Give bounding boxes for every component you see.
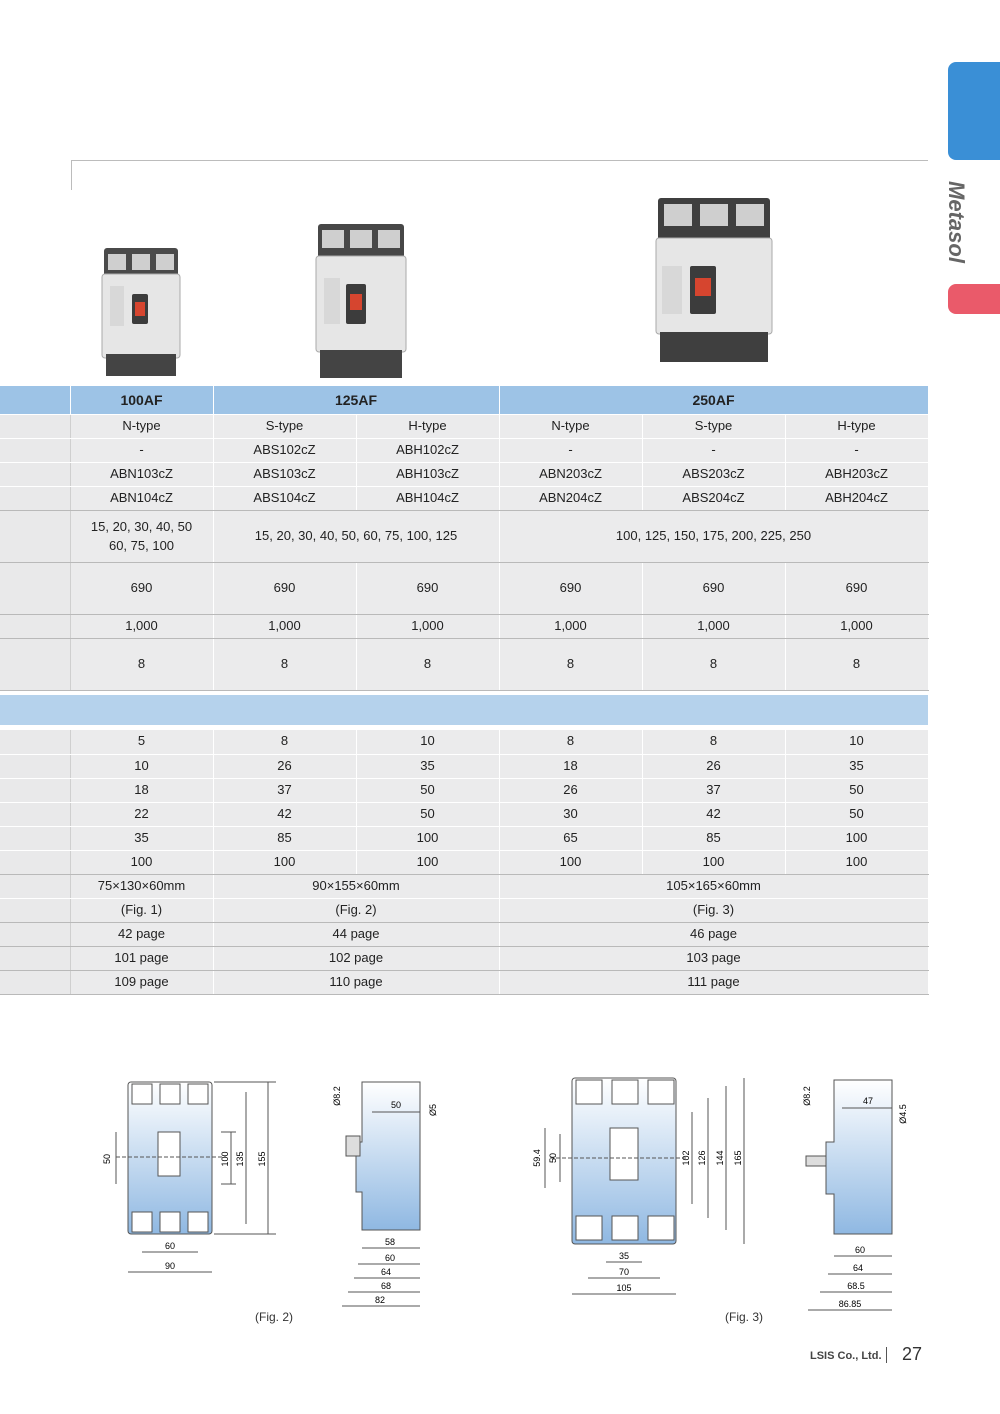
model-row-4p <box>0 487 928 511</box>
table-cell: 1,000 <box>642 615 785 639</box>
dim-label: 60 <box>384 1253 396 1263</box>
rating-line: 60, 75, 100 <box>108 537 175 553</box>
table-cell: S-type <box>213 415 356 439</box>
table-cell: 5 <box>70 730 213 754</box>
side-brand-label: Metasol <box>944 181 969 263</box>
table-cell: 103 page <box>499 946 928 970</box>
table-cell: 42 <box>642 802 785 826</box>
table-header-blank <box>0 386 70 415</box>
table-cell: (Fig. 2) <box>213 898 499 922</box>
dim-label: 70 <box>618 1267 630 1277</box>
table-cell: 8 <box>785 639 928 691</box>
table-cell: 85 <box>642 826 785 850</box>
dim-label: 35 <box>618 1251 630 1261</box>
table-cell: H-type <box>356 415 499 439</box>
dim-label: 144 <box>715 1150 725 1166</box>
breaking-row <box>0 754 928 778</box>
table-cell: 37 <box>642 778 785 802</box>
table-cell: 105×165×60mm <box>499 874 928 898</box>
table-cell: 50 <box>785 802 928 826</box>
dim-label: 47 <box>862 1096 874 1106</box>
dim-label: 60 <box>854 1245 866 1255</box>
table-cell: 690 <box>785 563 928 615</box>
dim-label: 165 <box>733 1150 743 1166</box>
dim-label: Ø4.5 <box>898 1104 908 1124</box>
table-cell: 8 <box>70 639 213 691</box>
fig2-front-drawing <box>96 1072 296 1282</box>
fig3-side-drawing <box>796 1072 926 1318</box>
table-cell: H-type <box>785 415 928 439</box>
table-cell: 90×155×60mm <box>213 874 499 898</box>
breaking-row <box>0 802 928 826</box>
dimension-row <box>0 874 928 898</box>
table-header-row <box>0 386 928 415</box>
dim-label: 155 <box>257 1151 267 1167</box>
dim-label: Ø8.2 <box>802 1086 812 1106</box>
dim-label: 126 <box>697 1150 707 1166</box>
dim-label: Ø8.2 <box>332 1086 342 1106</box>
table-cell: 690 <box>499 563 642 615</box>
table-cell: 26 <box>642 754 785 778</box>
table-cell: (Fig. 3) <box>499 898 928 922</box>
page-number: 27 <box>902 1344 923 1364</box>
table-cell: 100 <box>213 850 356 874</box>
table-cell: 18 <box>499 754 642 778</box>
table-cell: 26 <box>213 754 356 778</box>
table-cell: ABH203cZ <box>785 463 928 487</box>
dim-label: 58 <box>384 1237 396 1247</box>
table-cell: ABS204cZ <box>642 487 785 511</box>
table-cell: 1,000 <box>785 615 928 639</box>
frame-line <box>71 160 72 190</box>
table-cell: 50 <box>785 778 928 802</box>
type-row <box>0 415 928 439</box>
table-cell: S-type <box>642 415 785 439</box>
breaker-photo-100af <box>98 244 184 380</box>
table-cell: 44 page <box>213 922 499 946</box>
table-cell: 100 <box>785 826 928 850</box>
rating-250af: 100, 125, 150, 175, 200, 225, 250 <box>499 511 928 563</box>
table-cell: 109 page <box>70 970 213 994</box>
dim-label: Ø5 <box>428 1103 438 1117</box>
table-cell: ABS102cZ <box>213 439 356 463</box>
table-cell: 50 <box>356 778 499 802</box>
rating-line: 15, 20, 30, 40, 50 <box>90 518 193 534</box>
table-cell: 46 page <box>499 922 928 946</box>
table-cell: 42 <box>213 802 356 826</box>
section-band <box>0 695 928 726</box>
table-cell: ABH102cZ <box>356 439 499 463</box>
table-cell: 8 <box>499 639 642 691</box>
table-cell: 1,000 <box>499 615 642 639</box>
dim-label: 50 <box>390 1100 402 1110</box>
table-cell: 35 <box>70 826 213 850</box>
table-cell: 8 <box>356 639 499 691</box>
table-cell: 35 <box>785 754 928 778</box>
table-cell: 85 <box>213 826 356 850</box>
kv-row <box>0 639 928 691</box>
table-cell: 102 page <box>213 946 499 970</box>
page-ref-row <box>0 946 928 970</box>
frame-line <box>71 160 928 161</box>
dim-label: 59.4 <box>532 1149 542 1167</box>
breaking-row <box>0 778 928 802</box>
table-cell: ABN104cZ <box>70 487 213 511</box>
dim-label: 50 <box>548 1152 558 1164</box>
dim-label: 64 <box>852 1263 864 1273</box>
table-cell: 1,000 <box>356 615 499 639</box>
breaking-row <box>0 850 928 874</box>
dim-label: 64 <box>380 1267 392 1277</box>
dim-label: 60 <box>164 1241 176 1251</box>
fig2-side-drawing <box>328 1072 448 1312</box>
table-cell: N-type <box>499 415 642 439</box>
table-cell: 30 <box>499 802 642 826</box>
footer-company: LSIS Co., Ltd. <box>810 1350 882 1362</box>
footer-divider <box>886 1347 887 1363</box>
fig2-caption: (Fig. 2) <box>255 1310 294 1324</box>
fig-ref-row <box>0 898 928 922</box>
table-cell: 42 page <box>70 922 213 946</box>
table-cell: 100 <box>356 826 499 850</box>
table-cell: 8 <box>213 639 356 691</box>
table-cell: 65 <box>499 826 642 850</box>
table-cell: 100 <box>70 850 213 874</box>
table-cell: 110 page <box>213 970 499 994</box>
table-cell: 100 <box>785 850 928 874</box>
dim-label: 68 <box>380 1281 392 1291</box>
model-row-3p <box>0 463 928 487</box>
dim-label: 86.85 <box>838 1299 862 1309</box>
table-cell: ABN204cZ <box>499 487 642 511</box>
table-cell: 100 <box>642 850 785 874</box>
table-cell: 37 <box>213 778 356 802</box>
table-cell: - <box>70 439 213 463</box>
table-cell: 690 <box>356 563 499 615</box>
table-cell: 26 <box>499 778 642 802</box>
spec-table <box>0 386 929 995</box>
header-125af: 125AF <box>213 386 499 415</box>
breaking-row <box>0 730 928 754</box>
side-tab-accent <box>948 284 1000 314</box>
table-cell: 100 <box>499 850 642 874</box>
table-cell: 8 <box>642 730 785 754</box>
voltage-row <box>0 563 928 615</box>
fig3-front-drawing <box>530 1072 760 1302</box>
table-cell: - <box>785 439 928 463</box>
page-ref-row <box>0 922 928 946</box>
fig3-caption: (Fig. 3) <box>725 1310 764 1324</box>
dim-label: 90 <box>164 1261 176 1271</box>
table-cell: 8 <box>213 730 356 754</box>
table-cell: ABN203cZ <box>499 463 642 487</box>
table-cell: 75×130×60mm <box>70 874 213 898</box>
table-cell: 690 <box>213 563 356 615</box>
dim-label: 82 <box>374 1295 386 1305</box>
dim-label: 68.5 <box>847 1281 865 1291</box>
table-cell: 8 <box>642 639 785 691</box>
table-cell: ABH103cZ <box>356 463 499 487</box>
breaking-row <box>0 826 928 850</box>
table-cell: (Fig. 1) <box>70 898 213 922</box>
table-cell: 8 <box>499 730 642 754</box>
table-cell: 101 page <box>70 946 213 970</box>
breaker-photo-125af <box>310 218 410 382</box>
table-cell: 10 <box>70 754 213 778</box>
rated-current-row <box>0 511 928 563</box>
table-cell: ABN103cZ <box>70 463 213 487</box>
rating-100af <box>70 511 213 563</box>
table-cell: 100 <box>356 850 499 874</box>
table-cell: - <box>642 439 785 463</box>
table-cell: ABS203cZ <box>642 463 785 487</box>
table-cell: 10 <box>785 730 928 754</box>
table-cell: ABH104cZ <box>356 487 499 511</box>
side-tab <box>948 62 1000 160</box>
table-cell: 18 <box>70 778 213 802</box>
table-cell: - <box>499 439 642 463</box>
dim-label: 50 <box>102 1153 112 1165</box>
breaker-photo-250af <box>652 194 776 366</box>
table-cell: 690 <box>642 563 785 615</box>
table-cell: 50 <box>356 802 499 826</box>
header-100af: 100AF <box>70 386 213 415</box>
dim-label: 135 <box>235 1151 245 1167</box>
rating-125af: 15, 20, 30, 40, 50, 60, 75, 100, 125 <box>213 511 499 563</box>
table-cell: 111 page <box>499 970 928 994</box>
page-ref-row <box>0 970 928 994</box>
table-cell: ABH204cZ <box>785 487 928 511</box>
dim-label: 102 <box>681 1150 691 1166</box>
table-cell: 22 <box>70 802 213 826</box>
table-cell: 1,000 <box>213 615 356 639</box>
table-cell: N-type <box>70 415 213 439</box>
table-cell: 10 <box>356 730 499 754</box>
dim-label: 100 <box>220 1151 230 1167</box>
dim-label: 105 <box>616 1283 632 1293</box>
table-cell: ABS104cZ <box>213 487 356 511</box>
header-250af: 250AF <box>499 386 928 415</box>
table-cell: 1,000 <box>70 615 213 639</box>
table-cell: 35 <box>356 754 499 778</box>
model-row-2p <box>0 439 928 463</box>
table-cell: 690 <box>70 563 213 615</box>
table-cell: ABS103cZ <box>213 463 356 487</box>
impulse-row <box>0 615 928 639</box>
